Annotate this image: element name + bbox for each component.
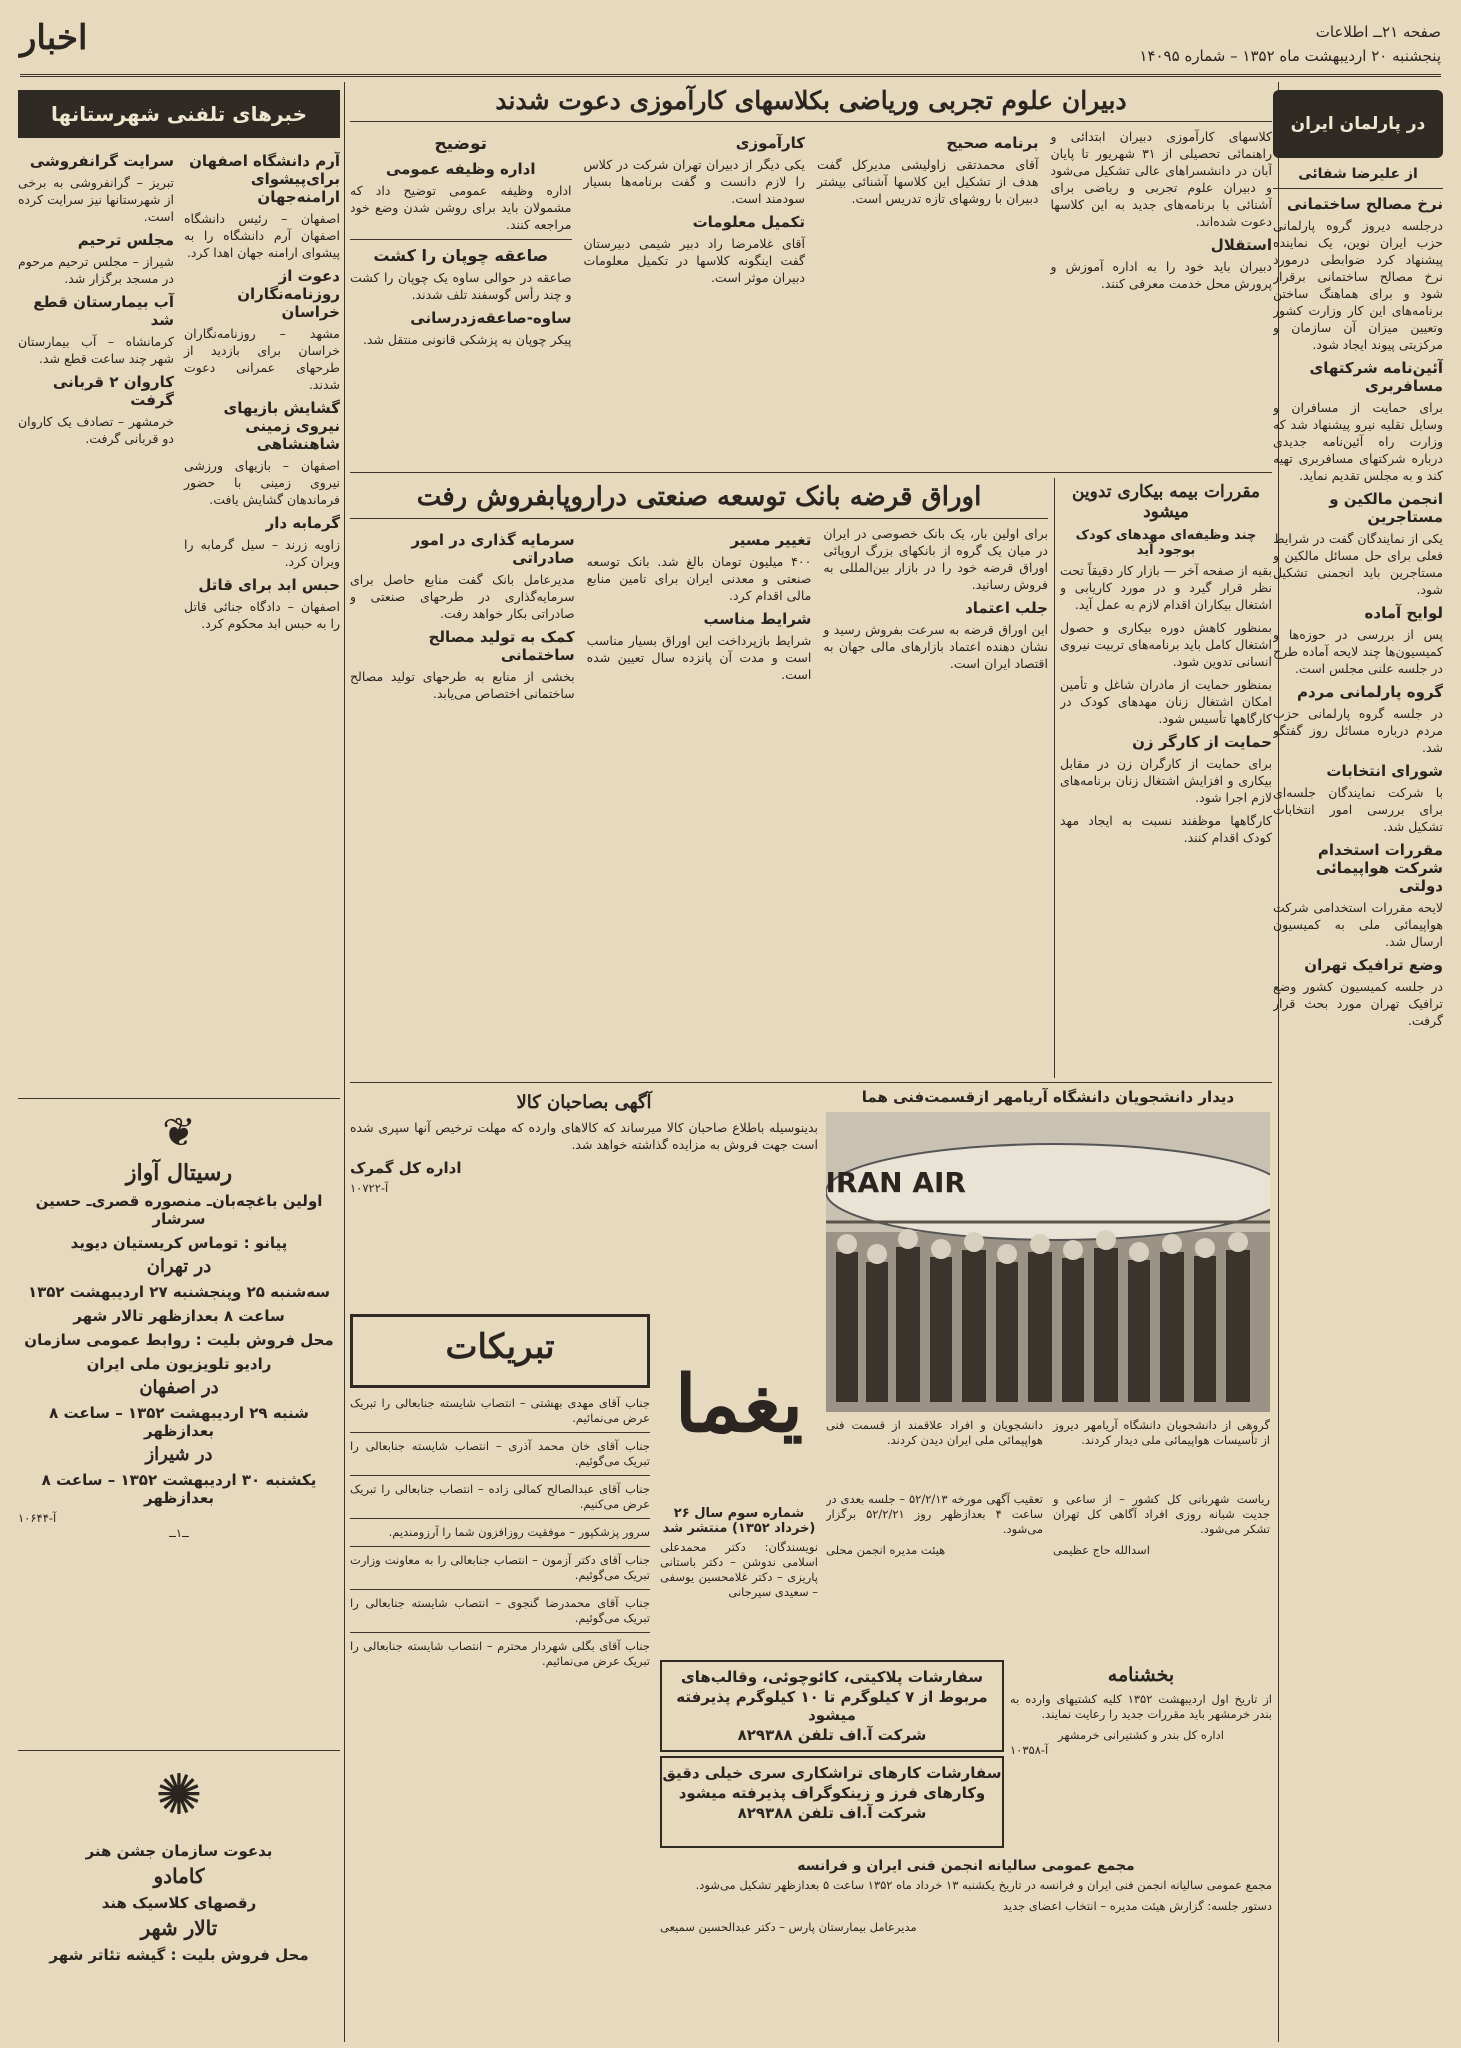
congrats-banner <box>350 1314 650 1388</box>
story-paragraph: بمنظور حمایت از مادران شاغل و تأمین امکان اشتغال زنان مهدهای کودک در کارگاهها تأسیس شود. <box>1060 677 1272 726</box>
news-heading: سرایت گرانفروشی <box>29 152 174 170</box>
top-story-title: دبیران علوم تجربی وریاضی بکلاسهای کارآموزی دعوت شدند <box>495 86 1127 115</box>
section-heading: لوایح آماده <box>1364 604 1443 622</box>
news-body: اصفهان – رئیس دانشگاه اصفهان آرم دانشگاه را به پیشوای ارامنه جهان اهدا کرد. <box>184 211 340 260</box>
story-paragraph: آقای غلامرضا راد دبیر شیمی دبیرستان گفت اینگونه کلاسها در تکمیل معلومات دبیران موثر است. <box>583 236 805 285</box>
ad-line: وکارهای فرز و زینکوگراف پذیرفته میشود <box>678 1784 986 1802</box>
story-paragraph: پیکر چوپان به پزشکی قانونی منتقل شد. <box>362 332 572 347</box>
congrats-item: جناب آقای محمدرضا گنجوی – انتصاب شایسته جنابعالی را تبریک می‌گوئیم. <box>350 1596 650 1625</box>
news-body: خرمشهر – تصادف یک کاروان دو قربانی گرفت. <box>18 414 174 446</box>
photo-caption <box>824 1088 1272 1110</box>
story-paragraph: شرایط بازپرداخت این اوراق بسیار مناسب است و مدت آن پانزده سال تعیین شده است. <box>586 633 812 682</box>
section-body: با شرکت نمایندگان جلسه‌ای برای بررسی امور انتخابات تشکیل شد. <box>1273 785 1443 834</box>
yaghma-body: نویسندگان: دکتر محمدعلی اسلامی ندوشن – دکتر باستانی پاریزی – دکتر غلامحسین یوسفی – سعیدی سیرجانی <box>660 1540 818 1599</box>
issue-info <box>1139 20 1441 68</box>
ad-line: سفارشات پلاکیتی، کائوچوئی، وقالب‌های <box>681 1668 983 1686</box>
story-paragraph: کارگاهها موظفند نسبت به ایجاد مهد کودک اقدام کنند. <box>1060 813 1272 845</box>
insurance-title: مقررات بیمه بیکاری تدوین میشود <box>1071 482 1261 522</box>
news-body: اصفهان – بازیهای ورزشی نیروی زمینی با حضور فرماندهان گشایش یافت. <box>184 458 340 507</box>
concert-date: سه‌شنبه ۲۵ وپنجشنبه ۲۷ اردیبهشت ۱۳۵۲ <box>27 1283 331 1301</box>
masthead <box>20 14 1441 77</box>
story-subheading: صاعقه چوپان را کشت <box>373 246 549 265</box>
congrats-item: جناب آقای بگلی شهردار محترم – انتصاب شایسته جنابعالی را تبریک عرض می‌نمائیم. <box>350 1639 650 1668</box>
story-subheading: کمک به تولید مصالح ساختمانی <box>428 628 575 664</box>
story-paragraph: یکی دیگر از دبیران تهران شرکت در کلاس را لازم دانست و گفت برنامه‌ها بسیار سودمند است. <box>583 157 805 206</box>
news-body: کرمانشاه – آب بیمارستان شهر چند ساعت قطع شد. <box>18 334 174 366</box>
concert-ad <box>18 1106 340 1746</box>
notice-title: توضیح <box>434 134 488 154</box>
concert-date: یکشنبه ۳۰ اردیبهشت ۱۳۵۲ – ساعت ۸ بعدازظهر <box>41 1471 317 1507</box>
story-paragraph: برای حمایت از کارگران زن در مقابل بیکاری و افزایش اشتغال زنان برنامه‌های لازم اجرا شود. <box>1060 756 1272 805</box>
story-paragraph: برای اولین بار، یک بانک خصوصی در ایران در میان یک گروه از بانکهای بزرگ اروپائی اوراق قرضه خود را در بازار بین‌المللی به فروش رسانید. <box>823 526 1048 592</box>
circular-title: بخشنامه <box>1107 1664 1175 1686</box>
page-number: ــ۱ــ <box>169 1526 189 1540</box>
iran-air-photo <box>826 1112 1270 1412</box>
photo-paragraph: گروهی از دانشجویان دانشگاه آریامهر دیروز از تأسیسات هواپیمائی ملی دیدار کردند. <box>1053 1418 1270 1447</box>
phone-news-banner: خبرهای تلفنی شهرستانها <box>18 90 340 138</box>
congrats-title: تبریکات <box>445 1327 555 1367</box>
byline: از علیرضا شفائی <box>1298 166 1418 182</box>
story-paragraph: اداره وظیفه عمومی توضیح داد که مشمولان باید برای روشن شدن وضع خود مراجعه کنند. <box>350 183 572 232</box>
story-paragraph: صاعقه در حوالی ساوه یک چوپان را کشت و چند رأس گوسفند تلف شدند. <box>350 270 572 302</box>
customs-sign: اداره کل گمرک <box>350 1159 462 1177</box>
story-paragraph: ۴۰۰ میلیون تومان بالغ شد. بانک توسعه صنعتی و معدنی ایران برای تامین منابع مالی اقدام کرد. <box>586 554 812 603</box>
congrats-item: سرور پزشکپور – موفقیت روزافزون شما را آرزومندیم. <box>388 1525 650 1539</box>
news-heading: آرم دانشگاه اصفهان برای‌پیشوای ارامنه‌جهان <box>189 152 340 206</box>
story-subheading: حمایت از کارگر زن <box>1132 733 1272 751</box>
circular-body: از تاریخ اول اردیبهشت ۱۳۵۲ کلیه کشتیهای وارده به بندر خرمشهر باید مقررات جدید را رعایت نمایند. <box>1010 1692 1272 1721</box>
story-subheading: کارآموزی <box>735 134 805 152</box>
assembly-notice <box>660 1852 1272 2040</box>
notice-body: تعقیب آگهی مورخه ۵۲/۲/۱۳ – جلسه بعدی در ساعت ۴ بعدازظهر روز ۵۲/۲/۲۱ برگزار می‌شود. <box>826 1492 1043 1536</box>
news-body: زاویه زرند – سیل گرمابه را ویران کرد. <box>184 537 340 569</box>
festival-emblem-icon: ✺ <box>155 1763 203 1828</box>
photo-text <box>826 1418 1270 1488</box>
section-body: درجلسه دیروز گروه پارلمانی حزب ایران نوین، یک نماینده پیشنهاد کرد ضوابطی درمورد نرخ مصالح ساختمانی برقرار شود و برای هماهنگ ساختن برنامه‌های این کار وزارت کشور وتعیین میزان آن سازمان و مرکزیتی پیوند ایجاد شود. <box>1273 218 1443 352</box>
section-heading: مقررات استخدام شرکت هواپیمائی دولتی <box>1315 841 1443 895</box>
column-rule <box>344 82 345 2042</box>
parliament-logo: در پارلمان ایران <box>1273 90 1443 158</box>
bonds-story <box>350 478 1048 1078</box>
section-body: یکی از نمایندگان گفت در شرایط فعلی برای حل مسائل مالکین و مستاجرین باید انجمنی تشکیل شود. <box>1273 531 1443 597</box>
assembly-body: مجمع عمومی سالیانه انجمن فنی ایران و فرانسه در تاریخ یکشنبه ۱۳ خرداد ماه ۱۳۵۲ ساعت ۵ بعدازظهر تشکیل می‌شود. <box>695 1878 1272 1892</box>
news-heading: حبس ابد برای قاتل <box>198 576 340 594</box>
top-story <box>350 82 1272 470</box>
news-body: اصفهان – دادگاه جنائی قاتل را به حبس ابد محکوم کرد. <box>184 599 340 631</box>
section-heading: آئین‌نامه شرکتهای مسافربری <box>1309 359 1443 395</box>
news-heading: آب بیمارستان قطع شد <box>33 293 174 329</box>
concert-time: ساعت ۸ بعدازظهر تالار شهر <box>73 1307 285 1325</box>
story-subheading: تکمیل معلومات <box>692 213 805 231</box>
section-body: در جلسه کمیسیون کشور وضع ترافیک تهران مورد بحث قرار گرفت. <box>1273 979 1443 1028</box>
concert-code: آ-۱۰۶۴۴ <box>18 1511 57 1525</box>
news-heading: گرمابه دار <box>265 514 340 532</box>
page-line: صفحه ۲۱ــ اطلاعات <box>1315 23 1441 41</box>
section-body: لایحه مقررات استخدامی شرکت هواپیمائی ملی به کمیسیون ارسال شد. <box>1273 900 1443 949</box>
festival-ad <box>18 1756 340 2040</box>
concert-performers: اولین باغچه‌بان‌ـ منصوره قصری‌ـ حسین سرشار <box>35 1192 323 1228</box>
customs-title: آگهی بصاحبان کالا <box>516 1092 652 1113</box>
story-paragraph: بقیه از صفحه آخر — بازار کار دقیقاً تحت نظر قرار گیرد و در مورد کاریابی و اشتغال بیکاران اقدام لازم به عمل آید. <box>1060 563 1272 612</box>
concert-date: شنبه ۲۹ اردیبهشت ۱۳۵۲ – ساعت ۸ بعدازظهر <box>49 1404 309 1440</box>
story-subheading: ساوه-صاعقه‌زدرسانی <box>410 309 572 327</box>
congrats-item: جناب آقای عبدالصالح کمالی زاده – انتصاب جنابعالی را تبریک عرض می‌کنیم. <box>350 1482 650 1511</box>
news-heading: دعوت از روزنامه‌نگاران خراسان <box>237 267 340 321</box>
festival-line: رقصهای کلاسیک هند <box>101 1894 257 1912</box>
circular-notice <box>1010 1660 1272 1845</box>
insurance-subtitle: چند وظیفه‌ای مهدهای کودک بوجود آید <box>1075 528 1257 558</box>
festival-line: بدعوت سازمان جشن هنر <box>85 1842 273 1860</box>
section-title: اخبار <box>20 18 88 58</box>
story-subheading: برنامه صحیح <box>946 134 1039 152</box>
date-line: پنجشنبه ۲۰ اردیبهشت ماه ۱۳۵۲ – شماره ۱۴۰۹۵ <box>1139 47 1441 65</box>
concert-city: در اصفهان <box>139 1377 219 1398</box>
photo-caption-text: دیدار دانشجویان دانشگاه آریامهر ازقسمت‌فنی هما <box>861 1088 1235 1106</box>
story-subheading: سرمایه گذاری در امور صادراتی <box>411 531 575 567</box>
assembly-sign: مدیرعامل بیمارستان پارس – دکتر عبدالحسین سمیعی <box>660 1920 917 1934</box>
congrats-item: جناب آقای خان محمد آذری – انتصاب شایسته جنابعالی را تبریک می‌گوئیم. <box>350 1439 650 1468</box>
concert-city: در شیراز <box>145 1444 213 1465</box>
customs-body: بدینوسیله باطلاع صاحبان کالا میرساند که کالاهای وارده که مهلت ترخیص آنها سپری شده است جهت فروش به مزایده گذاشته خواهد شد. <box>350 1120 818 1152</box>
news-body: شیراز – مجلس ترحیم مرحوم در مسجد برگزار شد. <box>18 254 174 286</box>
ad-phone: شرکت آ.اف تلفن ۸۲۹۳۸۸ <box>737 1726 927 1744</box>
concert-city: در تهران <box>146 1256 212 1277</box>
news-body: تبریز – گرانفروشی به برخی از شهرستانها نیز سرایت کرده است. <box>18 175 174 224</box>
ad-line: سفارشات کارهای تراشکاری سری خیلی دقیق <box>662 1764 1002 1782</box>
story-paragraph: بمنظور کاهش دوره بیکاری و حصول اشتغال کامل باید برنامه‌های تربیت نیروی انسانی تدوین شود. <box>1060 620 1272 669</box>
notice-sign: هیئت مدیره انجمن محلی <box>826 1543 946 1557</box>
congrats-section <box>350 1310 650 2040</box>
photo-paragraph: دانشجویان و افراد علاقمند از قسمت فنی هواپیمائی ملی ایران دیدن کردند. <box>826 1418 1043 1447</box>
story-subheading: شرایط مناسب <box>703 610 812 628</box>
section-heading: وضع ترافیک تهران <box>1304 956 1443 974</box>
parliament-column <box>1273 90 1443 2040</box>
bonds-title: اوراق قرضه بانک توسعه صنعتی دراروپابفروش رفت <box>416 482 982 512</box>
notice-sign: اسدالله حاج عظیمی <box>1053 1543 1150 1557</box>
ad-phone: شرکت آ.اف تلفن ۸۲۹۳۸۸ <box>737 1804 927 1822</box>
story-paragraph: مدیرعامل بانک گفت منابع حاصل برای سرمایه‌گذاری در طرحهای صنعتی و صادراتی بکار خواهد رفت. <box>350 572 575 621</box>
festival-title: کامادو <box>153 1864 205 1888</box>
notice-subtitle: اداره وظیفه عمومی <box>385 160 536 178</box>
festival-tickets: محل فروش بلیت : گیشه تئاتر شهر <box>49 1946 309 1964</box>
notice-body: ریاست شهربانی کل کشور – از ساعی و جدیت شبانه روزی افراد آگاهی کل تهران تشکر می‌شود. <box>1053 1492 1270 1536</box>
section-heading: شورای انتخابات <box>1326 762 1443 780</box>
story-subheading: استقلال <box>1210 236 1272 254</box>
story-subheading: تغییر مسیر <box>730 531 812 549</box>
section-heading: نرخ مصالح ساختمانی <box>1286 195 1443 213</box>
insurance-story <box>1060 478 1272 1078</box>
story-paragraph: این اوراق قرضه به سرعت بفروش رسید و نشان دهنده اعتماد بازارهای مالی جهان به اقتصاد ایران است. <box>823 622 1048 671</box>
news-heading: مجلس ترحیم <box>77 231 174 249</box>
concert-tickets: محل فروش بلیت : روابط عمومی سازمان <box>24 1331 334 1349</box>
story-paragraph: آقای محمدتقی زاولیشی مدیرکل گفت هدف از تشکیل این کلاسها آشنائی بیشتر دبیران با روشهای تازه تدریس است. <box>817 157 1039 206</box>
story-paragraph: بخشی از منابع به طرحهای تولید مصالح ساختمانی اختصاص می‌یابد. <box>350 669 575 701</box>
section-heading: گروه پارلمانی مردم <box>1296 683 1443 701</box>
ornament-icon: ❦ <box>162 1110 196 1156</box>
congrats-item: جناب آقای دکتر آزمون – انتصاب جنابعالی را به معاونت وزارت تبریک می‌گوئیم. <box>350 1553 650 1582</box>
assembly-agenda: دستور جلسه: گزارش هیئت مدیره – انتخاب اعضای جدید <box>1002 1899 1272 1913</box>
section-body: پس از بررسی در حوزه‌ها و کمیسیون‌ها چند لایحه آماده طرح در جلسه علنی مجلس است. <box>1273 627 1443 676</box>
circular-sign: اداره کل بندر و کشتیرانی خرمشهر <box>1058 1728 1224 1742</box>
news-heading: کاروان ۲ قربانی گرفت <box>52 373 174 409</box>
ad-line: مربوط از ۷ کیلوگرم تا ۱۰ کیلوگرم پذیرفته میشود <box>676 1688 988 1724</box>
plane-text: IRAN AIR <box>826 1166 966 1199</box>
concert-title: رسیتال آواز <box>125 1160 233 1186</box>
provinces-column <box>18 90 340 1090</box>
festival-venue: تالار شهر <box>140 1916 218 1940</box>
photo-illustration <box>826 1112 1270 1412</box>
congrats-item: جناب آقای مهدی بهشتی – انتصاب شایسته جنابعالی را تبریک عرض می‌نمائیم. <box>350 1396 650 1425</box>
lathe-ad <box>660 1756 1004 1848</box>
concert-pianist: پیانو : توماس کریستیان دیوید <box>70 1234 288 1252</box>
news-heading: گشایش بازیهای نیروی زمینی شاهنشاهی <box>223 399 340 453</box>
small-notices <box>826 1492 1270 1652</box>
assembly-title: مجمع عمومی سالیانه انجمن فنی ایران و فرانسه <box>797 1858 1135 1874</box>
section-body: برای حمایت از مسافران و وسایل نقلیه نیرو پیشنهاد شد که وزارت راه آئین‌نامه جدیدی درباره شرکتهای مسافربری تهیه کند و به مجلس تقدیم نماید. <box>1273 400 1443 483</box>
customs-notice <box>350 1088 818 1308</box>
yaghma-ad <box>660 1310 818 1650</box>
news-body: مشهد – روزنامه‌نگاران خراسان برای بازدید از طرحهای عمرانی دعوت شدند. <box>184 326 340 392</box>
story-paragraph: دبیران باید خود را به اداره آموزش و پرورش محل خدمت معرفی کنند. <box>1050 259 1272 291</box>
section-body: در جلسه گروه پارلمانی حزب مردم درباره مسائل روز گفتگو شد. <box>1273 706 1443 755</box>
yaghma-title: یغما <box>674 1359 804 1450</box>
concert-org: رادیو تلویزیون ملی ایران <box>86 1355 272 1373</box>
customs-code: آ-۱۰۷۲۲ <box>350 1181 389 1195</box>
yaghma-issue: شماره سوم سال ۲۶ (خرداد ۱۳۵۲) منتشر شد <box>662 1506 816 1536</box>
plastic-ad <box>660 1660 1004 1752</box>
section-heading: انجمن مالکین و مستاجرین <box>1329 490 1443 526</box>
story-paragraph: کلاسهای کارآموزی دبیران ابتدائی و راهنمائی تحصیلی از ۳۱ شهریور تا پایان آبان در دانشسراهای عالی تشکیل می‌شود و دبیران علوم تجربی و ریاضی برای آشنائی با برنامه‌های جدید به این کلاسها دعوت شده‌اند. <box>1050 129 1272 229</box>
story-subheading: جلب اعتماد <box>965 599 1048 617</box>
circular-code: آ-۱۰۳۵۸ <box>1010 1743 1049 1757</box>
